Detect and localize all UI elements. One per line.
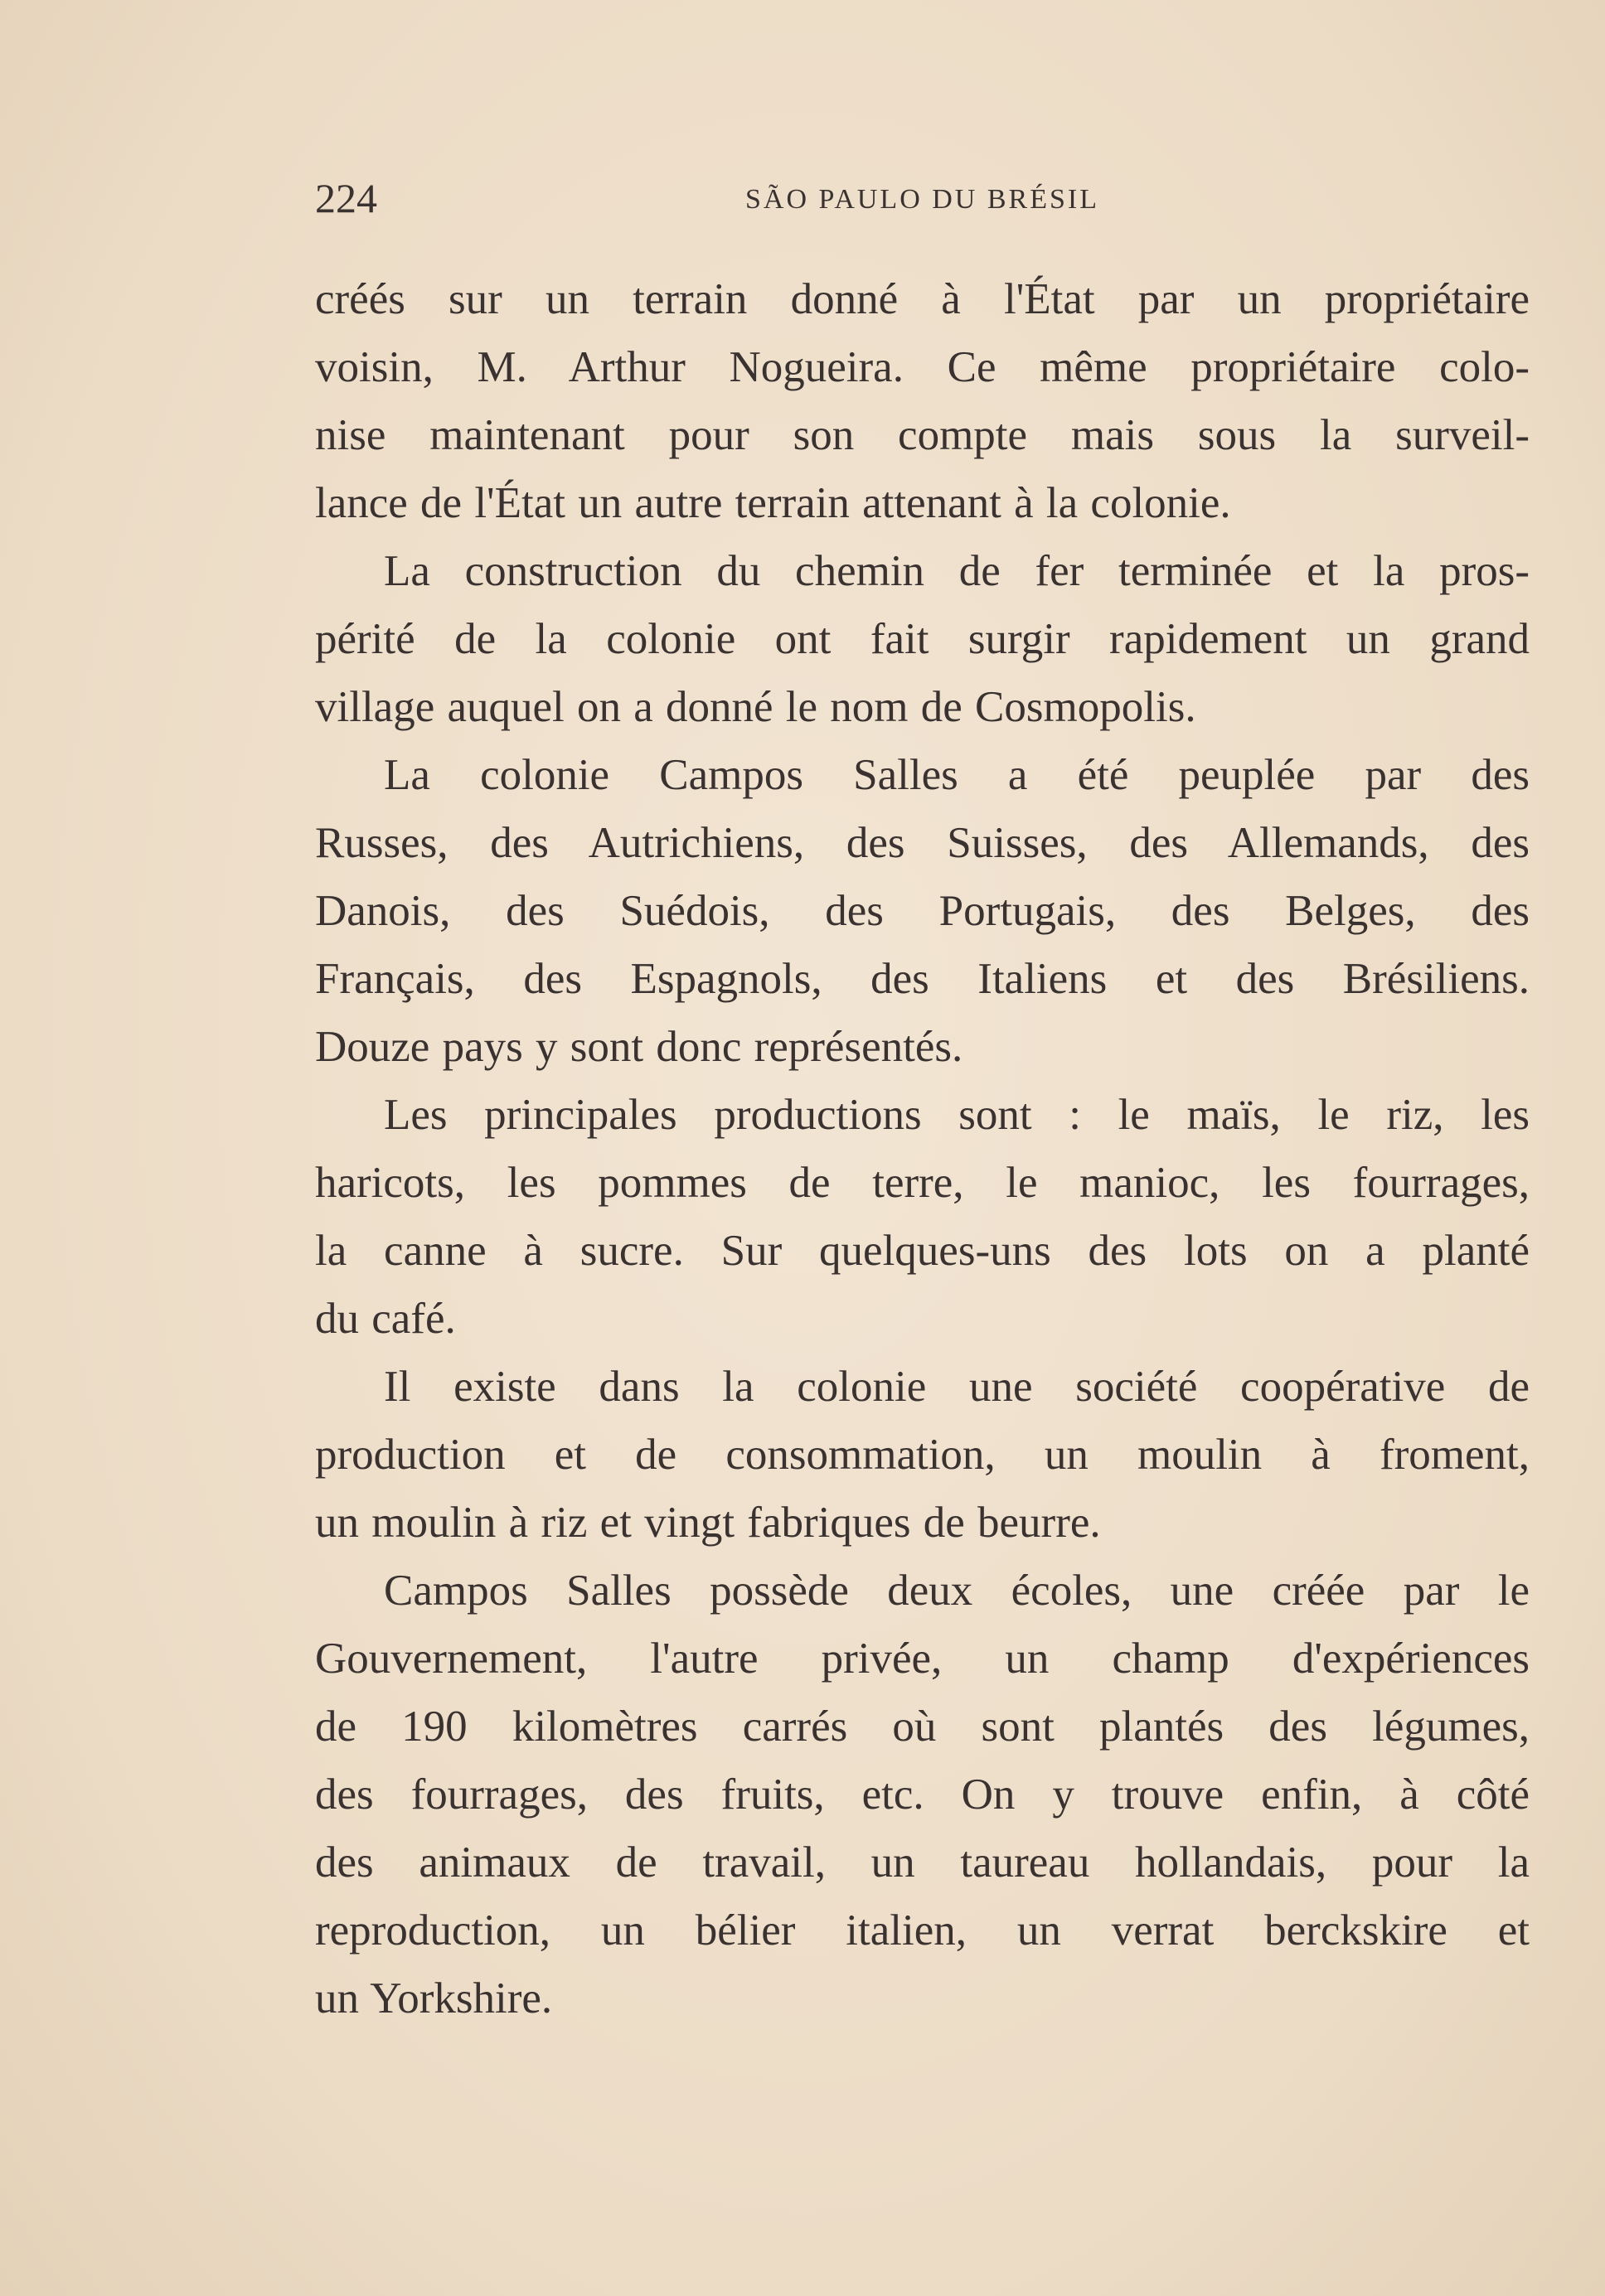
text-line: des fourrages, des fruits, etc. On y trouve enfin, à côté — [315, 1770, 1530, 1819]
text-line: nise maintenant pour son compte mais sous la surveil- — [315, 411, 1530, 459]
text-line: un Yorkshire. — [315, 1974, 553, 2022]
text-line: village auquel on a donné le nom de Cosmopolis. — [315, 683, 1196, 731]
page-number: 224 — [315, 175, 377, 221]
text-line: reproduction, un bélier italien, un verrat berckskire et — [315, 1906, 1530, 1955]
text-line: Douze pays y sont donc représentés. — [315, 1023, 963, 1071]
page-header — [315, 174, 1530, 224]
running-title: SÃO PAULO DU BRÉSIL — [745, 184, 1099, 215]
text-line: voisin, M. Arthur Nogueira. Ce même propriétaire colo- — [315, 343, 1530, 391]
text-line: des animaux de travail, un taureau hollandais, pour la — [315, 1838, 1530, 1887]
text-line: du café. — [315, 1295, 456, 1343]
text-line: haricots, les pommes de terre, le manioc, les fourrages, — [315, 1159, 1530, 1207]
text-line: créés sur un terrain donné à l'État par un propriétaire — [315, 275, 1530, 323]
text-line: Campos Salles possède deux écoles, une créée par le — [384, 1567, 1530, 1615]
text-line: périté de la colonie ont fait surgir rapidement un grand — [315, 615, 1530, 663]
text-line: Il existe dans la colonie une société coopérative de — [384, 1363, 1530, 1411]
body-text — [315, 265, 1530, 2032]
text-line: de 190 kilomètres carrés où sont plantés des légumes, — [315, 1703, 1530, 1751]
text-line: La construction du chemin de fer terminée et la pros- — [384, 547, 1530, 595]
text-line: Danois, des Suédois, des Portugais, des Belges, des — [315, 887, 1530, 935]
text-line: Français, des Espagnols, des Italiens et des Brésiliens. — [315, 955, 1530, 1003]
text-line: production et de consommation, un moulin à froment, — [315, 1431, 1530, 1479]
text-line: un moulin à riz et vingt fabriques de beurre. — [315, 1499, 1101, 1547]
text-line: la canne à sucre. Sur quelques-uns des lots on a planté — [315, 1227, 1530, 1275]
text-line: Russes, des Autrichiens, des Suisses, des Allemands, des — [315, 819, 1530, 867]
text-line: Gouvernement, l'autre privée, un champ d'expériences — [315, 1635, 1530, 1683]
text-line: La colonie Campos Salles a été peuplée par des — [384, 751, 1530, 799]
text-line: lance de l'État un autre terrain attenant à la colonie. — [315, 479, 1231, 527]
text-line: Les principales productions sont : le maïs, le riz, les — [384, 1091, 1530, 1139]
